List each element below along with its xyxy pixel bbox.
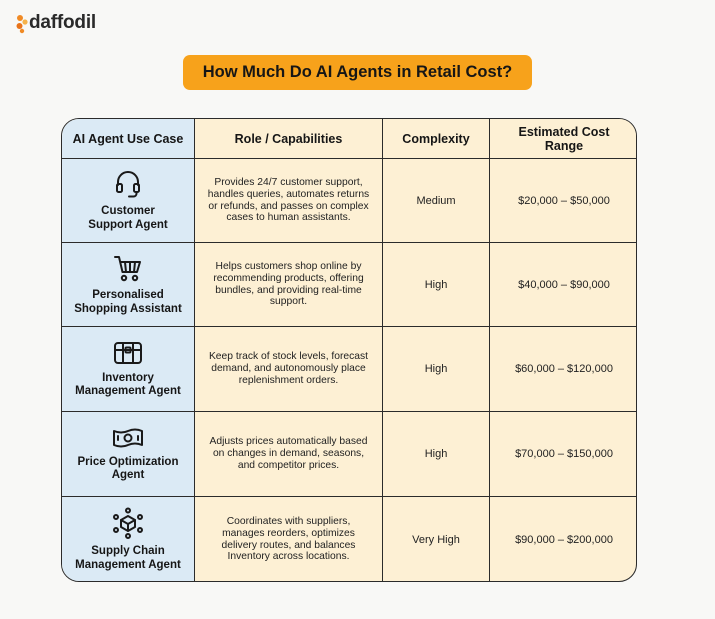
cost-cell: $20,000 – $50,000 (490, 159, 637, 243)
role-cell: Helps customers shop online by recommending products, offering bundles, and providing real-time support. (195, 243, 383, 327)
inventory-box-icon (113, 340, 143, 366)
use-case-line: Shopping Assistant (74, 302, 182, 315)
use-case-cell (62, 412, 195, 497)
role-cell: Adjusts prices automatically based on changes in demand, seasons, and competitor prices. (195, 412, 383, 497)
headset-icon (114, 169, 142, 199)
use-case-line: Management Agent (75, 385, 181, 397)
use-case-label (75, 372, 181, 399)
price-tag-banknote-icon (112, 426, 144, 450)
complexity-cell: Very High (383, 497, 490, 582)
use-case-line: Support Agent (88, 218, 168, 231)
use-case-cell (62, 497, 195, 582)
use-case-line: Inventory (102, 371, 154, 384)
brand-logo[interactable] (16, 11, 96, 35)
page-title: How Much Do AI Agents in Retail Cost? (183, 55, 532, 90)
use-case-cell (62, 159, 195, 243)
use-case-line: Customer (101, 205, 155, 217)
header-complexity: Complexity (383, 119, 490, 159)
use-case-label (88, 205, 167, 232)
use-case-cell (62, 327, 195, 412)
header-cost: Estimated Cost Range (490, 119, 637, 159)
header-use-case: AI Agent Use Case (62, 119, 195, 159)
complexity-cell: High (383, 327, 490, 412)
complexity-cell: Medium (383, 159, 490, 243)
brand-name: daffodil (29, 12, 96, 33)
shopping-cart-icon (113, 253, 143, 283)
role-cell: Keep track of stock levels, forecast demand, and autonomously place replenishment orders. (195, 327, 383, 412)
use-case-line: Management Agent (75, 558, 181, 571)
use-case-label (74, 289, 182, 316)
cost-cell: $40,000 – $90,000 (490, 243, 637, 327)
cost-cell: $60,000 – $120,000 (490, 327, 637, 412)
cost-table (61, 118, 637, 582)
complexity-cell: High (383, 412, 490, 497)
use-case-line: Supply Chain (91, 545, 165, 557)
role-cell: Provides 24/7 customer support, handles queries, automates returns or refunds, and passes on complex cases to human assistants. (195, 159, 383, 243)
cost-cell: $70,000 – $150,000 (490, 412, 637, 497)
use-case-label (75, 545, 181, 572)
use-case-label (78, 456, 179, 483)
header-role: Role / Capabilities (195, 119, 383, 159)
supply-chain-cube-icon (112, 507, 144, 539)
use-case-cell (62, 243, 195, 327)
daffodil-flower-icon (16, 12, 28, 34)
use-case-line: Agent (111, 469, 145, 481)
cost-cell: $90,000 – $200,000 (515, 533, 613, 546)
role-cell: Coordinates with suppliers, manages reorders, optimizes delivery routes, and balances Inventory across locations. (195, 497, 383, 582)
use-case-line: Personalised (92, 289, 164, 301)
use-case-line: Price Optimization (77, 455, 179, 468)
complexity-cell: High (383, 243, 490, 327)
